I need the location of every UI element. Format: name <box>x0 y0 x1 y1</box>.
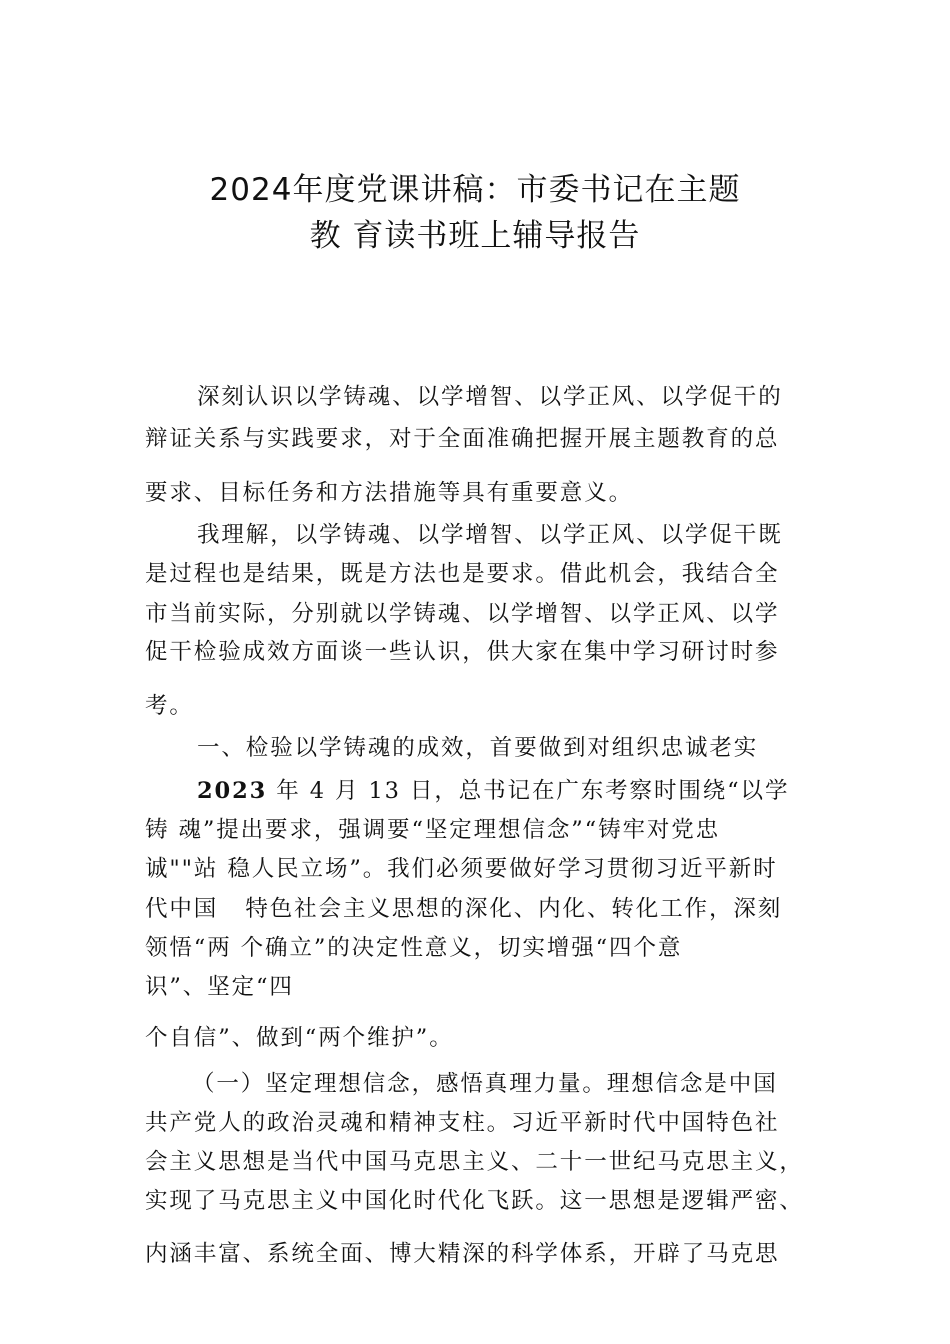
paragraph-4-line-4: 实现了马克思主义中国化时代化飞跃。这一思想是逻辑严密、 <box>145 1188 804 1214</box>
paragraph-4-line-1: （一）坚定理想信念，感悟真理力量。理想信念是中国 <box>192 1071 778 1097</box>
document-title-line-1: 2024年度党课讲稿：市委书记在主题 <box>209 172 741 208</box>
section-heading-1: 一、检验以学铸魂的成效，首要做到对组织忠诚老实 <box>197 735 759 761</box>
paragraph-3-line-6: 识”、坚定“四 <box>145 974 294 1000</box>
paragraph-1-line-1: 深刻认识以学铸魂、以学增智、以学正风、以学促干的 <box>197 384 783 410</box>
paragraph-4-line-2: 共产党人的政治灵魂和精神支柱。习近平新时代中国特色社 <box>145 1110 780 1136</box>
paragraph-3-line-1-text: 年 4 月 13 日，总书记在广东考察时围绕“以学 <box>267 778 790 804</box>
paragraph-1-line-3: 要求、目标任务和方法措施等具有重要意义。 <box>145 480 634 506</box>
paragraph-2-line-1: 我理解，以学铸魂、以学增智、以学正风、以学促干既 <box>197 522 783 548</box>
paragraph-3-line-3: 诚""站 稳人民立场”。我们必须要做好学习贯彻习近平新时 <box>145 856 778 882</box>
paragraph-2-line-5: 考。 <box>145 693 194 719</box>
paragraph-2-line-4: 促干检验成效方面谈一些认识，供大家在集中学习研讨时参 <box>145 639 780 665</box>
paragraph-3-line-5: 领悟“两 个确立”的决定性意义，切实增强“四个意 <box>145 935 683 961</box>
paragraph-3-line-7: 个自信”、做到“两个维护”。 <box>145 1025 454 1051</box>
paragraph-3-year: 2023 <box>197 778 268 804</box>
paragraph-3-line-2: 铸 魂”提出要求，强调要“坚定理想信念”“铸牢对党忠 <box>145 817 721 843</box>
paragraph-2-line-2: 是过程也是结果，既是方法也是要求。借此机会，我结合全 <box>145 561 780 587</box>
paragraph-2-line-3: 市当前实际，分别就以学铸魂、以学增智、以学正风、以学 <box>145 601 780 627</box>
paragraph-4-line-5: 内涵丰富、系统全面、博大精深的科学体系，开辟了马克思 <box>145 1241 780 1267</box>
paragraph-4-line-3: 会主义思想是当代中国马克思主义、二十一世纪马克思主义， <box>145 1149 804 1175</box>
paragraph-1-line-2: 辩证关系与实践要求，对于全面准确把握开展主题教育的总 <box>145 426 780 452</box>
document-title-line-2: 教 育读书班上辅导报告 <box>309 218 641 254</box>
paragraph-3-line-4: 代中国 特色社会主义思想的深化、内化、转化工作，深刻 <box>145 896 783 922</box>
paragraph-3-line-1 <box>197 773 789 805</box>
